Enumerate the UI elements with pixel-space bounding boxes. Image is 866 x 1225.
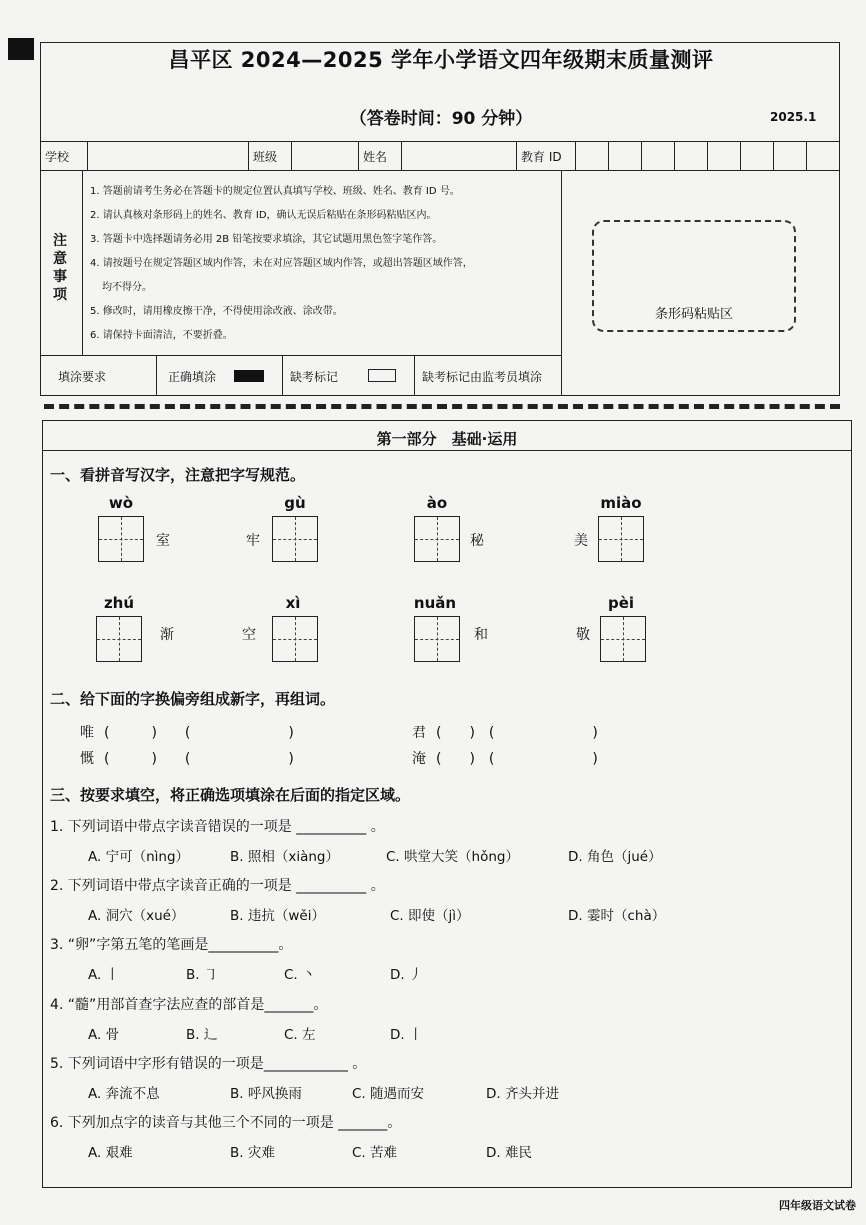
part-header-rule bbox=[43, 450, 851, 451]
option: B. 辶 bbox=[186, 1027, 218, 1043]
notice-divider bbox=[561, 171, 562, 395]
option: B. 灾难 bbox=[230, 1145, 275, 1161]
writing-grid[interactable] bbox=[414, 616, 460, 662]
answer-brackets: ( ) ( ) bbox=[104, 751, 294, 767]
pinyin: wò bbox=[108, 494, 134, 512]
option: A. 奔流不息 bbox=[88, 1086, 160, 1102]
school-field[interactable] bbox=[88, 142, 249, 171]
pinyin: ào bbox=[426, 494, 448, 512]
writing-grid[interactable] bbox=[414, 516, 460, 562]
section1-title: 一、看拼音写汉字，注意把字写规范。 bbox=[50, 466, 306, 484]
answer-brackets: ( ) ( ) bbox=[104, 725, 294, 741]
school-label: 学校 bbox=[41, 142, 88, 171]
registration-mark bbox=[8, 38, 34, 60]
question-text: 3. “卵”字第五笔的笔画是 bbox=[50, 937, 209, 953]
word-char: 渐 bbox=[160, 627, 174, 643]
answer-blank[interactable]: _______ bbox=[264, 997, 314, 1013]
option: D. 丨 bbox=[390, 1027, 423, 1043]
notice-item: 4. 请按题号在规定答题区域内作答，未在对应答题区域内作答，或超出答题区域作答， bbox=[90, 258, 473, 269]
word-char: 美 bbox=[574, 533, 588, 549]
word-char: 敬 bbox=[576, 627, 590, 643]
writing-grid[interactable] bbox=[272, 616, 318, 662]
fill-divider bbox=[156, 356, 157, 395]
notice-item: 2. 请认真核对条形码上的姓名、教育 ID，确认无误后粘贴在条形码粘贴区内。 bbox=[90, 210, 437, 221]
answer-brackets: ( ) ( ) bbox=[436, 725, 598, 741]
name-label: 姓名 bbox=[359, 142, 402, 171]
class-label: 班级 bbox=[249, 142, 292, 171]
pinyin: miào bbox=[600, 494, 642, 512]
answer-blank[interactable]: __________ bbox=[296, 819, 367, 835]
option: C. 苦难 bbox=[352, 1145, 398, 1161]
option: B. 照相（xiàng） bbox=[230, 849, 339, 865]
option: C. 丶 bbox=[284, 967, 316, 983]
radical-char: 唯 bbox=[80, 725, 94, 741]
option: B. 呼风换雨 bbox=[230, 1086, 302, 1102]
answer-blank[interactable]: _______ bbox=[338, 1115, 388, 1131]
fill-req-label: 填涂要求 bbox=[58, 370, 107, 384]
pinyin: pèi bbox=[607, 594, 635, 612]
barcode-label: 条形码粘贴区 bbox=[654, 307, 733, 322]
option: C. 左 bbox=[284, 1027, 316, 1043]
question-text: 2. 下列词语中带点字读音正确的一项是 bbox=[50, 878, 292, 894]
option: D. 难民 bbox=[486, 1145, 532, 1161]
question-text: 4. “髓”用部首查字法应查的部首是 bbox=[50, 997, 265, 1013]
answer-blank[interactable]: ____________ bbox=[263, 1056, 348, 1072]
option: C. 随遇而安 bbox=[352, 1086, 425, 1102]
id-cell[interactable] bbox=[708, 142, 741, 171]
section2-title: 二、给下面的字换偏旁组成新字，再组词。 bbox=[50, 690, 336, 708]
name-field[interactable] bbox=[402, 142, 517, 171]
pinyin: zhú bbox=[103, 594, 135, 612]
option: D. 丿 bbox=[390, 967, 423, 983]
notice-label-text: 注意事项 bbox=[53, 233, 67, 303]
pinyin: xì bbox=[285, 594, 301, 612]
absent-checkbox[interactable] bbox=[368, 369, 396, 382]
cut-line bbox=[44, 404, 840, 409]
option: D. 角色（jué） bbox=[568, 849, 662, 865]
question-6: 6. 下列加点字的读音与其他三个不同的一项是 _______。 bbox=[50, 1115, 402, 1131]
exam-date: 2025.1 bbox=[770, 110, 817, 124]
writing-grid[interactable] bbox=[600, 616, 646, 662]
question-text: 5. 下列词语中字形有错误的一项是 bbox=[50, 1056, 264, 1072]
question-1: 1. 下列词语中带点字读音错误的一项是 __________ 。 bbox=[50, 819, 385, 835]
id-cell[interactable] bbox=[807, 142, 840, 171]
word-char: 和 bbox=[474, 627, 488, 643]
notice-item: 6. 请保持卡面清洁，不要折叠。 bbox=[90, 330, 233, 341]
question-4: 4. “髓”用部首查字法应查的部首是_______。 bbox=[50, 997, 328, 1013]
option: A. 洞穴（xué） bbox=[88, 908, 185, 924]
filled-sample bbox=[234, 370, 264, 382]
option: D. 齐头并进 bbox=[486, 1086, 559, 1102]
part-title: 第一部分 基础·运用 bbox=[376, 430, 518, 448]
correct-fill-label: 正确填涂 bbox=[168, 370, 217, 384]
exam-duration: （答卷时间：90 分钟） bbox=[349, 109, 533, 129]
section3-title: 三、按要求填空，将正确选项填涂在后面的指定区域。 bbox=[50, 786, 411, 804]
answer-brackets: ( ) ( ) bbox=[436, 751, 598, 767]
answer-blank[interactable]: __________ bbox=[208, 937, 279, 953]
id-cell[interactable] bbox=[609, 142, 642, 171]
word-char: 室 bbox=[156, 533, 170, 549]
option: C. 即使（jì） bbox=[390, 908, 470, 924]
option: B. ㇆ bbox=[186, 967, 218, 983]
id-cell[interactable] bbox=[741, 142, 774, 171]
absent-note: 缺考标记由监考员填涂 bbox=[422, 370, 543, 384]
writing-grid[interactable] bbox=[96, 616, 142, 662]
radical-char: 慨 bbox=[80, 751, 94, 767]
page-footer: 四年级语文试卷 bbox=[779, 1199, 856, 1212]
id-cell[interactable] bbox=[675, 142, 708, 171]
question-text: 1. 下列词语中带点字读音错误的一项是 bbox=[50, 819, 292, 835]
absent-label: 缺考标记 bbox=[290, 370, 339, 384]
notice-item: 5. 修改时，请用橡皮擦干净，不得使用涂改液、涂改带。 bbox=[90, 306, 343, 317]
class-field[interactable] bbox=[292, 142, 359, 171]
id-label: 教育 ID bbox=[517, 142, 576, 171]
pinyin: gù bbox=[284, 494, 306, 512]
notice-item: 均不得分。 bbox=[102, 282, 152, 293]
student-info-table bbox=[40, 141, 840, 171]
option: A. 艰难 bbox=[88, 1145, 133, 1161]
notice-item: 1. 答题前请考生务必在答题卡的规定位置认真填写学校、班级、姓名、教育 ID 号。 bbox=[90, 186, 460, 197]
writing-grid[interactable] bbox=[598, 516, 644, 562]
option: A. 宁可（nìng） bbox=[88, 849, 190, 865]
id-cell[interactable] bbox=[642, 142, 675, 171]
notice-list bbox=[90, 180, 556, 348]
notice-item: 3. 答题卡中选择题请务必用 2B 铅笔按要求填涂，其它试题用黑色签字笔作答。 bbox=[90, 234, 443, 245]
pinyin: nuǎn bbox=[413, 594, 457, 612]
question-2: 2. 下列词语中带点字读音正确的一项是 __________ 。 bbox=[50, 878, 385, 894]
word-char: 秘 bbox=[470, 533, 484, 549]
id-cell[interactable] bbox=[774, 142, 807, 171]
radical-char: 淹 bbox=[412, 751, 426, 767]
fill-divider bbox=[282, 356, 283, 395]
writing-grid[interactable] bbox=[98, 516, 144, 562]
page-title: 昌平区 2024—2025 学年小学语文四年级期末质量测评 bbox=[168, 48, 714, 72]
fill-divider bbox=[414, 356, 415, 395]
word-char: 牢 bbox=[246, 533, 260, 549]
option: A. 丨 bbox=[88, 967, 120, 983]
id-cell[interactable] bbox=[576, 142, 609, 171]
option: B. 违抗（wěi） bbox=[230, 908, 325, 924]
answer-blank[interactable]: __________ bbox=[296, 878, 367, 894]
radical-char: 君 bbox=[412, 725, 426, 741]
question-text: 6. 下列加点字的读音与其他三个不同的一项是 bbox=[50, 1115, 334, 1131]
word-char: 空 bbox=[242, 627, 256, 643]
option: A. 骨 bbox=[88, 1027, 120, 1043]
writing-grid[interactable] bbox=[272, 516, 318, 562]
option: D. 霎时（chà） bbox=[568, 908, 666, 924]
question-5: 5. 下列词语中字形有错误的一项是____________ 。 bbox=[50, 1056, 367, 1072]
question-3: 3. “卵”字第五笔的笔画是__________。 bbox=[50, 937, 293, 953]
option: C. 哄堂大笑（hǒng） bbox=[386, 849, 519, 865]
